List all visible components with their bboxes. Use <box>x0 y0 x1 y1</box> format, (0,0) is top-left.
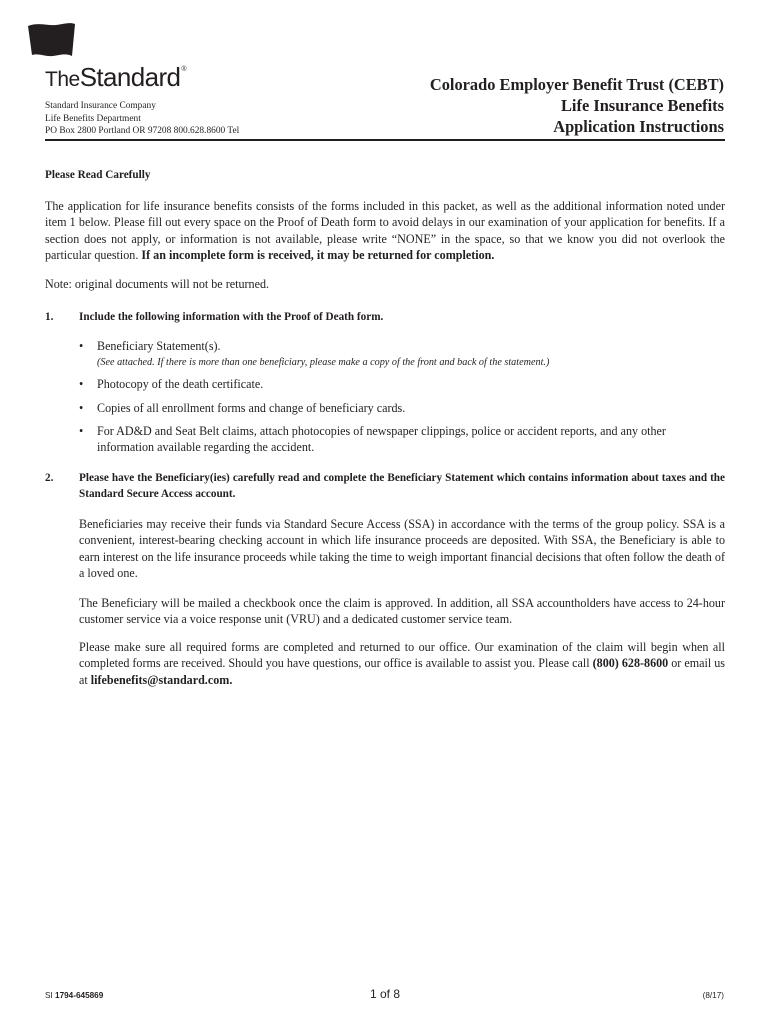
contact-or-email: or email us at <box>79 656 725 687</box>
company-address-block <box>45 100 239 138</box>
note-text: Note: original documents will not be returned. <box>45 277 270 291</box>
title-line-3: Application Instructions <box>553 117 724 137</box>
header-divider <box>45 139 725 141</box>
contact-period: . <box>229 672 233 687</box>
item-2-number: 2. <box>45 472 54 484</box>
bullet-text: Copies of all enrollment forms and change of beneficiary cards. <box>97 401 406 415</box>
bullet-icon: • <box>79 401 84 415</box>
revision-date: (8/17) <box>702 991 724 1000</box>
item-2-text: Please have the Beneficiary(ies) carefully read and complete the Beneficiary Statement which contains information about taxes and the Standard Secure Access account. <box>79 472 725 501</box>
bullet-subtext: (See attached. If there is more than one beneficiary, please make a copy of the front and back of the statement.) <box>97 356 550 368</box>
intro-paragraph <box>45 198 725 263</box>
logo-the: The <box>45 68 80 91</box>
logo-registered-mark: ® <box>181 66 187 73</box>
company-name: Standard Insurance Company <box>45 101 156 111</box>
page-number: 1 of 8 <box>369 987 401 1001</box>
contact-text: Please make sure all required forms are completed and returned to our office. Our examination of the claim will begin when all completed forms are received. Should you have questions, our office is available to assist you. Please call <box>79 640 725 671</box>
bullet-icon: • <box>79 339 84 353</box>
bullet-text: For AD&D and Seat Belt claims, attach photocopies of newspaper clippings, police or accident reports, and any other information available regarding the accident. <box>97 424 666 454</box>
bullet-text: Beneficiary Statement(s). <box>97 339 221 353</box>
item-1-text: Include the following information with the Proof of Death form. <box>79 311 384 323</box>
ssa-paragraph: Beneficiaries may receive their funds via Standard Secure Access (SSA) in accordance with the terms of the group policy. SSA is a convenient, interest-bearing checking account in which life insurance proceeds are deposited. With SSA, the Beneficiary is able to earn interest on the life insurance proceeds while taking the time to weigh important financial decisions that often follow the death of a loved one. <box>79 517 725 580</box>
flag-logo-icon <box>26 22 76 58</box>
logo-standard: Standard <box>79 62 181 92</box>
email-address: lifebenefits@standard.com <box>90 672 230 687</box>
form-prefix: SI <box>45 991 56 1000</box>
contact-paragraph <box>79 639 725 688</box>
read-carefully-heading: Please Read Carefully <box>45 169 151 181</box>
company-logo <box>45 64 186 90</box>
item-1-number: 1. <box>45 311 54 323</box>
document-title <box>430 74 724 138</box>
title-line-1: Colorado Employer Benefit Trust (CEBT) <box>429 75 724 94</box>
bullet-text: Photocopy of the death certificate. <box>97 377 264 391</box>
company-department: Life Benefits Department <box>45 113 141 124</box>
checkbook-paragraph: The Beneficiary will be mailed a checkbook once the claim is approved. In addition, all SSA accountholders have access to 24-hour customer service via a voice response unit (VRU) and a dedicated customer service team. <box>79 596 725 627</box>
bullet-icon: • <box>79 377 84 391</box>
company-address: PO Box 2800 Portland OR 97208 800.628.8600 Tel <box>45 126 240 137</box>
intro-bold-text: If an incomplete form is received, it may be returned for completion. <box>141 247 495 262</box>
bullet-icon: • <box>79 424 84 438</box>
form-number-value: 1794-645869 <box>55 991 104 1000</box>
intro-text: The application for life insurance benefits consists of the forms included in this packet, as well as the additional information noted under item 1 below. Please fill out every space on the Proof of Death form to avoid delays in our examination of your application for benefits. If a section does not apply, or information is not available, please write “NONE” in the space, so that we know you did not overlook the particular question. <box>45 199 725 262</box>
phone-number: (800) 628-8600 <box>592 656 669 671</box>
title-line-2: Life Insurance Benefits <box>561 96 724 116</box>
